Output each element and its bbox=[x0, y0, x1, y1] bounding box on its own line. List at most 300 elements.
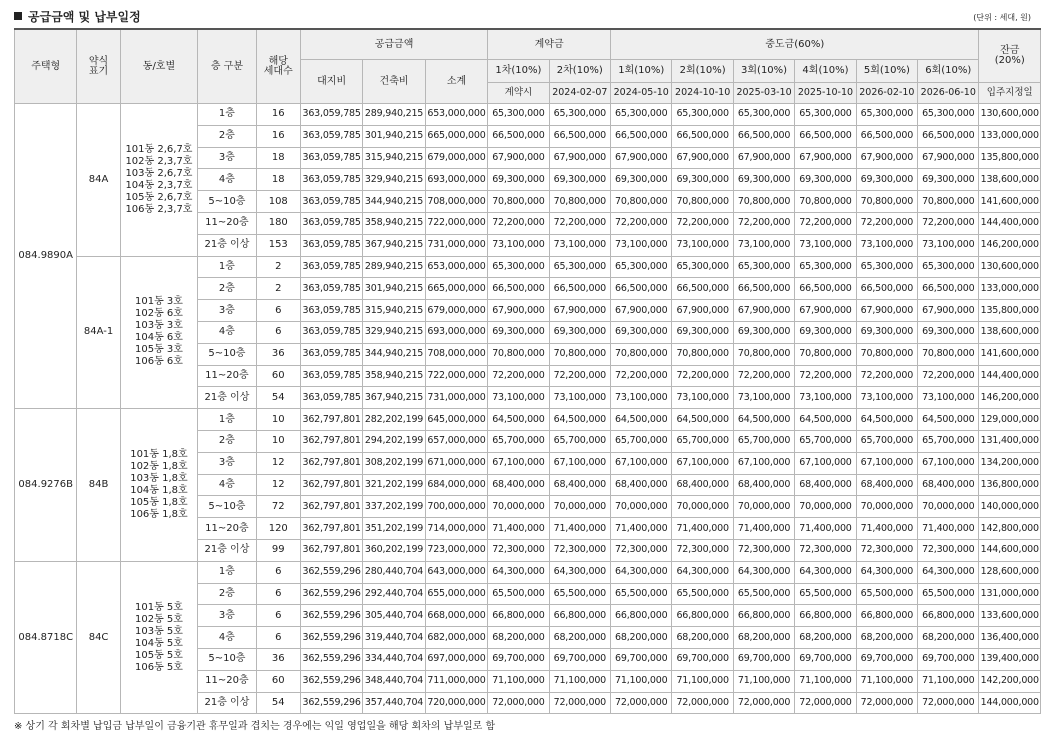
dong-ho-line: 106동 5호 bbox=[134, 661, 183, 673]
building-cost-cell: 329,940,215 bbox=[363, 169, 425, 191]
dong-ho-line: 106동 1,8호 bbox=[130, 508, 188, 520]
col-header-contract-1: 1차(10%) bbox=[488, 60, 549, 83]
middle-1-cell: 65,500,000 bbox=[611, 583, 672, 605]
floor-cell: 1층 bbox=[198, 409, 256, 431]
middle-2-cell: 68,200,000 bbox=[672, 627, 733, 649]
building-cost-cell: 282,202,199 bbox=[363, 409, 425, 431]
subtotal-cell: 731,000,000 bbox=[425, 387, 487, 409]
contract-1-cell: 66,800,000 bbox=[488, 605, 549, 627]
middle-5-cell: 66,500,000 bbox=[856, 278, 917, 300]
middle-2-cell: 65,700,000 bbox=[672, 430, 733, 452]
land-cost-cell: 363,059,785 bbox=[300, 169, 362, 191]
balance-cell: 141,600,000 bbox=[979, 343, 1041, 365]
middle-4-cell: 65,500,000 bbox=[795, 583, 856, 605]
contract-2-cell: 69,300,000 bbox=[549, 169, 610, 191]
middle-5-cell: 65,700,000 bbox=[856, 430, 917, 452]
middle-1-cell: 72,000,000 bbox=[611, 692, 672, 714]
units-cell: 153 bbox=[256, 234, 300, 256]
footnote: ※ 상기 각 회차별 납입금 납부일이 금융기관 휴무일과 겹치는 경우에는 익일 영업일을 해당 회차의 납부일로 함 bbox=[14, 721, 496, 732]
balance-cell: 144,400,000 bbox=[979, 212, 1041, 234]
middle-4-cell: 65,300,000 bbox=[795, 256, 856, 278]
contract-2-cell: 70,800,000 bbox=[549, 343, 610, 365]
middle-1-cell: 67,100,000 bbox=[611, 452, 672, 474]
middle-4-cell: 73,100,000 bbox=[795, 387, 856, 409]
subtotal-cell: 731,000,000 bbox=[425, 234, 487, 256]
middle-3-cell: 65,500,000 bbox=[733, 583, 794, 605]
floor-cell: 5~10층 bbox=[198, 648, 256, 670]
contract-2-cell: 72,000,000 bbox=[549, 692, 610, 714]
dong-ho-line: 103동 5호 bbox=[134, 625, 183, 637]
dong-ho-line: 101동 5호 bbox=[134, 601, 183, 613]
middle-1-cell: 70,800,000 bbox=[611, 343, 672, 365]
building-cost-cell: 357,440,704 bbox=[363, 692, 425, 714]
units-cell: 18 bbox=[256, 147, 300, 169]
land-cost-cell: 362,559,296 bbox=[300, 605, 362, 627]
land-cost-cell: 362,797,801 bbox=[300, 518, 362, 540]
floor-cell: 4층 bbox=[198, 474, 256, 496]
middle-4-cell: 72,000,000 bbox=[795, 692, 856, 714]
middle-4-cell: 73,100,000 bbox=[795, 234, 856, 256]
contract-1-cell: 69,300,000 bbox=[488, 169, 549, 191]
middle-1-cell: 65,300,000 bbox=[611, 256, 672, 278]
balance-cell: 130,600,000 bbox=[979, 104, 1041, 126]
contract-2-cell: 70,000,000 bbox=[549, 496, 610, 518]
table-row bbox=[15, 104, 1041, 126]
building-cost-cell: 315,940,215 bbox=[363, 147, 425, 169]
units-cell: 36 bbox=[256, 648, 300, 670]
middle-5-cell: 67,900,000 bbox=[856, 300, 917, 322]
middle-6-cell: 67,900,000 bbox=[918, 147, 979, 169]
units-cell: 16 bbox=[256, 125, 300, 147]
col-header-contract-1-date: 계약시 bbox=[488, 83, 549, 104]
middle-4-cell: 65,700,000 bbox=[795, 430, 856, 452]
col-header-balance: 잔금 (20%) bbox=[979, 29, 1041, 83]
middle-4-cell: 69,300,000 bbox=[795, 321, 856, 343]
col-header-contract: 계약금 bbox=[488, 29, 611, 60]
land-cost-cell: 362,797,801 bbox=[300, 496, 362, 518]
balance-cell: 133,000,000 bbox=[979, 278, 1041, 300]
middle-3-cell: 66,500,000 bbox=[733, 278, 794, 300]
contract-2-cell: 65,500,000 bbox=[549, 583, 610, 605]
middle-3-cell: 72,200,000 bbox=[733, 365, 794, 387]
building-cost-cell: 301,940,215 bbox=[363, 125, 425, 147]
middle-2-cell: 73,100,000 bbox=[672, 234, 733, 256]
land-cost-cell: 362,559,296 bbox=[300, 670, 362, 692]
contract-1-cell: 71,400,000 bbox=[488, 518, 549, 540]
middle-4-cell: 68,200,000 bbox=[795, 627, 856, 649]
units-cell: 108 bbox=[256, 191, 300, 213]
balance-cell: 142,200,000 bbox=[979, 670, 1041, 692]
middle-3-cell: 64,300,000 bbox=[733, 561, 794, 583]
middle-3-cell: 70,000,000 bbox=[733, 496, 794, 518]
col-header-middle-6-date: 2026-06-10 bbox=[918, 83, 979, 104]
contract-1-cell: 64,500,000 bbox=[488, 409, 549, 431]
land-cost-cell: 363,059,785 bbox=[300, 147, 362, 169]
middle-2-cell: 66,800,000 bbox=[672, 605, 733, 627]
contract-1-cell: 73,100,000 bbox=[488, 387, 549, 409]
col-header-contract-2-date: 2024-02-07 bbox=[549, 83, 610, 104]
subtotal-cell: 700,000,000 bbox=[425, 496, 487, 518]
land-cost-cell: 363,059,785 bbox=[300, 256, 362, 278]
middle-5-cell: 73,100,000 bbox=[856, 387, 917, 409]
middle-3-cell: 70,800,000 bbox=[733, 191, 794, 213]
units-cell: 10 bbox=[256, 430, 300, 452]
middle-6-cell: 70,800,000 bbox=[918, 343, 979, 365]
contract-2-cell: 69,700,000 bbox=[549, 648, 610, 670]
middle-2-cell: 71,400,000 bbox=[672, 518, 733, 540]
table-row bbox=[15, 409, 1041, 431]
units-cell: 6 bbox=[256, 561, 300, 583]
dong-ho-line: 101동 1,8호 bbox=[130, 448, 188, 460]
middle-6-cell: 64,300,000 bbox=[918, 561, 979, 583]
balance-cell: 140,000,000 bbox=[979, 496, 1041, 518]
middle-5-cell: 72,200,000 bbox=[856, 212, 917, 234]
subtotal-cell: 671,000,000 bbox=[425, 452, 487, 474]
middle-6-cell: 69,700,000 bbox=[918, 648, 979, 670]
middle-3-cell: 73,100,000 bbox=[733, 234, 794, 256]
middle-6-cell: 66,500,000 bbox=[918, 125, 979, 147]
dong-ho-line: 106동 6호 bbox=[134, 356, 183, 368]
middle-6-cell: 65,500,000 bbox=[918, 583, 979, 605]
middle-6-cell: 69,300,000 bbox=[918, 321, 979, 343]
floor-cell: 11~20층 bbox=[198, 518, 256, 540]
col-header-contract-2: 2차(10%) bbox=[549, 60, 610, 83]
building-cost-cell: 280,440,704 bbox=[363, 561, 425, 583]
middle-5-cell: 68,200,000 bbox=[856, 627, 917, 649]
col-header-dong: 동/호별 bbox=[120, 29, 198, 104]
col-header-middle-3-date: 2025-03-10 bbox=[733, 83, 794, 104]
middle-6-cell: 72,300,000 bbox=[918, 539, 979, 561]
subtotal-cell: 653,000,000 bbox=[425, 104, 487, 126]
middle-4-cell: 64,300,000 bbox=[795, 561, 856, 583]
contract-1-cell: 67,900,000 bbox=[488, 147, 549, 169]
units-cell: 10 bbox=[256, 409, 300, 431]
land-cost-cell: 362,559,296 bbox=[300, 648, 362, 670]
units-cell: 6 bbox=[256, 300, 300, 322]
dong-ho-line: 104동 6호 bbox=[134, 332, 183, 344]
contract-1-cell: 70,000,000 bbox=[488, 496, 549, 518]
floor-cell: 21층 이상 bbox=[198, 387, 256, 409]
floor-cell: 11~20층 bbox=[198, 670, 256, 692]
balance-cell: 136,800,000 bbox=[979, 474, 1041, 496]
middle-6-cell: 70,800,000 bbox=[918, 191, 979, 213]
abbr-cell: 84A-1 bbox=[77, 256, 120, 409]
subtotal-cell: 643,000,000 bbox=[425, 561, 487, 583]
contract-2-cell: 64,300,000 bbox=[549, 561, 610, 583]
units-cell: 54 bbox=[256, 692, 300, 714]
col-header-units: 해당 세대수 bbox=[256, 29, 300, 104]
dong-ho-line: 105동 1,8호 bbox=[130, 496, 188, 508]
floor-cell: 5~10층 bbox=[198, 496, 256, 518]
middle-3-cell: 72,000,000 bbox=[733, 692, 794, 714]
table-row bbox=[15, 256, 1041, 278]
middle-2-cell: 67,900,000 bbox=[672, 300, 733, 322]
contract-1-cell: 68,200,000 bbox=[488, 627, 549, 649]
balance-cell: 136,400,000 bbox=[979, 627, 1041, 649]
subtotal-cell: 655,000,000 bbox=[425, 583, 487, 605]
middle-3-cell: 68,400,000 bbox=[733, 474, 794, 496]
middle-1-cell: 68,200,000 bbox=[611, 627, 672, 649]
floor-cell: 4층 bbox=[198, 627, 256, 649]
table-row bbox=[15, 561, 1041, 583]
middle-4-cell: 65,300,000 bbox=[795, 104, 856, 126]
floor-cell: 21층 이상 bbox=[198, 234, 256, 256]
col-header-floor: 층 구분 bbox=[198, 29, 256, 104]
units-cell: 6 bbox=[256, 605, 300, 627]
middle-1-cell: 72,200,000 bbox=[611, 365, 672, 387]
contract-2-cell: 73,100,000 bbox=[549, 387, 610, 409]
subtotal-cell: 697,000,000 bbox=[425, 648, 487, 670]
middle-2-cell: 73,100,000 bbox=[672, 387, 733, 409]
dong-ho-cell bbox=[120, 256, 198, 409]
middle-3-cell: 65,300,000 bbox=[733, 256, 794, 278]
middle-3-cell: 70,800,000 bbox=[733, 343, 794, 365]
middle-5-cell: 66,500,000 bbox=[856, 125, 917, 147]
contract-1-cell: 72,300,000 bbox=[488, 539, 549, 561]
contract-2-cell: 68,400,000 bbox=[549, 474, 610, 496]
middle-6-cell: 67,900,000 bbox=[918, 300, 979, 322]
middle-1-cell: 69,700,000 bbox=[611, 648, 672, 670]
dong-ho-line: 106동 2,3,7호 bbox=[125, 203, 193, 215]
contract-2-cell: 72,200,000 bbox=[549, 212, 610, 234]
land-cost-cell: 363,059,785 bbox=[300, 321, 362, 343]
balance-cell: 135,800,000 bbox=[979, 300, 1041, 322]
housing-type-cell: 084.9890A bbox=[15, 104, 77, 409]
middle-1-cell: 72,300,000 bbox=[611, 539, 672, 561]
middle-4-cell: 67,100,000 bbox=[795, 452, 856, 474]
balance-cell: 144,000,000 bbox=[979, 692, 1041, 714]
balance-cell: 138,600,000 bbox=[979, 169, 1041, 191]
balance-cell: 129,000,000 bbox=[979, 409, 1041, 431]
building-cost-cell: 289,940,215 bbox=[363, 256, 425, 278]
col-header-middle-5: 5회(10%) bbox=[856, 60, 917, 83]
middle-6-cell: 72,200,000 bbox=[918, 365, 979, 387]
dong-ho-line: 101동 2,6,7호 bbox=[125, 143, 193, 155]
middle-5-cell: 69,700,000 bbox=[856, 648, 917, 670]
balance-cell: 130,600,000 bbox=[979, 256, 1041, 278]
col-header-middle-2: 2회(10%) bbox=[672, 60, 733, 83]
contract-1-cell: 68,400,000 bbox=[488, 474, 549, 496]
middle-3-cell: 64,500,000 bbox=[733, 409, 794, 431]
col-header-middle-1-date: 2024-05-10 bbox=[611, 83, 672, 104]
contract-2-cell: 72,300,000 bbox=[549, 539, 610, 561]
subtotal-cell: 645,000,000 bbox=[425, 409, 487, 431]
building-cost-cell: 301,940,215 bbox=[363, 278, 425, 300]
middle-5-cell: 71,400,000 bbox=[856, 518, 917, 540]
middle-5-cell: 72,000,000 bbox=[856, 692, 917, 714]
middle-5-cell: 69,300,000 bbox=[856, 169, 917, 191]
middle-6-cell: 68,200,000 bbox=[918, 627, 979, 649]
col-header-middle: 중도금(60%) bbox=[611, 29, 979, 60]
units-cell: 99 bbox=[256, 539, 300, 561]
unit-label: (단위 : 세대, 원) bbox=[973, 13, 1031, 22]
contract-2-cell: 68,200,000 bbox=[549, 627, 610, 649]
dong-ho-cell bbox=[120, 561, 198, 714]
middle-6-cell: 65,700,000 bbox=[918, 430, 979, 452]
contract-2-cell: 66,500,000 bbox=[549, 125, 610, 147]
middle-6-cell: 73,100,000 bbox=[918, 387, 979, 409]
middle-3-cell: 67,900,000 bbox=[733, 147, 794, 169]
col-header-middle-6: 6회(10%) bbox=[918, 60, 979, 83]
contract-1-cell: 72,200,000 bbox=[488, 212, 549, 234]
housing-type-cell: 084.8718C bbox=[15, 561, 77, 714]
middle-5-cell: 68,400,000 bbox=[856, 474, 917, 496]
land-cost-cell: 362,559,296 bbox=[300, 583, 362, 605]
middle-4-cell: 69,700,000 bbox=[795, 648, 856, 670]
dong-ho-line: 102동 2,3,7호 bbox=[125, 155, 193, 167]
middle-1-cell: 66,800,000 bbox=[611, 605, 672, 627]
contract-1-cell: 70,800,000 bbox=[488, 343, 549, 365]
land-cost-cell: 363,059,785 bbox=[300, 212, 362, 234]
middle-2-cell: 70,800,000 bbox=[672, 343, 733, 365]
contract-1-cell: 64,300,000 bbox=[488, 561, 549, 583]
floor-cell: 2층 bbox=[198, 278, 256, 300]
dong-ho-line: 103동 2,6,7호 bbox=[125, 167, 193, 179]
units-cell: 120 bbox=[256, 518, 300, 540]
middle-2-cell: 67,100,000 bbox=[672, 452, 733, 474]
dong-ho-line: 103동 1,8호 bbox=[130, 472, 188, 484]
middle-5-cell: 71,100,000 bbox=[856, 670, 917, 692]
units-cell: 36 bbox=[256, 343, 300, 365]
middle-4-cell: 70,000,000 bbox=[795, 496, 856, 518]
subtotal-cell: 653,000,000 bbox=[425, 256, 487, 278]
middle-5-cell: 66,800,000 bbox=[856, 605, 917, 627]
balance-cell: 135,800,000 bbox=[979, 147, 1041, 169]
housing-type-cell: 084.9276B bbox=[15, 409, 77, 562]
middle-4-cell: 66,800,000 bbox=[795, 605, 856, 627]
floor-cell: 3층 bbox=[198, 605, 256, 627]
middle-2-cell: 72,300,000 bbox=[672, 539, 733, 561]
dong-ho-cell bbox=[120, 409, 198, 562]
balance-cell: 134,200,000 bbox=[979, 452, 1041, 474]
middle-1-cell: 67,900,000 bbox=[611, 300, 672, 322]
land-cost-cell: 363,059,785 bbox=[300, 300, 362, 322]
floor-cell: 21층 이상 bbox=[198, 692, 256, 714]
floor-cell: 1층 bbox=[198, 104, 256, 126]
subtotal-cell: 711,000,000 bbox=[425, 670, 487, 692]
middle-6-cell: 65,300,000 bbox=[918, 256, 979, 278]
col-header-subtotal: 소계 bbox=[425, 60, 487, 104]
units-cell: 6 bbox=[256, 583, 300, 605]
middle-6-cell: 65,300,000 bbox=[918, 104, 979, 126]
dong-ho-line: 105동 3호 bbox=[134, 344, 183, 356]
dong-ho-line: 104동 5호 bbox=[134, 637, 183, 649]
middle-5-cell: 65,500,000 bbox=[856, 583, 917, 605]
floor-cell: 5~10층 bbox=[198, 343, 256, 365]
col-header-middle-1: 1회(10%) bbox=[611, 60, 672, 83]
floor-cell: 4층 bbox=[198, 321, 256, 343]
middle-6-cell: 69,300,000 bbox=[918, 169, 979, 191]
subtotal-cell: 720,000,000 bbox=[425, 692, 487, 714]
middle-4-cell: 64,500,000 bbox=[795, 409, 856, 431]
col-header-middle-5-date: 2026-02-10 bbox=[856, 83, 917, 104]
middle-4-cell: 72,300,000 bbox=[795, 539, 856, 561]
middle-4-cell: 66,500,000 bbox=[795, 278, 856, 300]
contract-1-cell: 67,900,000 bbox=[488, 300, 549, 322]
contract-1-cell: 72,200,000 bbox=[488, 365, 549, 387]
contract-2-cell: 65,300,000 bbox=[549, 256, 610, 278]
col-header-middle-4: 4회(10%) bbox=[795, 60, 856, 83]
building-cost-cell: 337,202,199 bbox=[363, 496, 425, 518]
floor-cell: 2층 bbox=[198, 125, 256, 147]
middle-2-cell: 66,500,000 bbox=[672, 125, 733, 147]
balance-cell: 144,600,000 bbox=[979, 539, 1041, 561]
middle-4-cell: 71,400,000 bbox=[795, 518, 856, 540]
middle-2-cell: 68,400,000 bbox=[672, 474, 733, 496]
middle-1-cell: 66,500,000 bbox=[611, 125, 672, 147]
units-cell: 12 bbox=[256, 474, 300, 496]
building-cost-cell: 289,940,215 bbox=[363, 104, 425, 126]
units-cell: 6 bbox=[256, 321, 300, 343]
middle-5-cell: 72,200,000 bbox=[856, 365, 917, 387]
units-cell: 12 bbox=[256, 452, 300, 474]
middle-2-cell: 67,900,000 bbox=[672, 147, 733, 169]
middle-3-cell: 72,300,000 bbox=[733, 539, 794, 561]
middle-5-cell: 69,300,000 bbox=[856, 321, 917, 343]
middle-4-cell: 72,200,000 bbox=[795, 212, 856, 234]
middle-5-cell: 70,800,000 bbox=[856, 343, 917, 365]
land-cost-cell: 363,059,785 bbox=[300, 125, 362, 147]
building-cost-cell: 358,940,215 bbox=[363, 365, 425, 387]
units-cell: 2 bbox=[256, 278, 300, 300]
subtotal-cell: 668,000,000 bbox=[425, 605, 487, 627]
contract-2-cell: 72,200,000 bbox=[549, 365, 610, 387]
supply-price-table bbox=[14, 28, 1041, 714]
land-cost-cell: 362,797,801 bbox=[300, 409, 362, 431]
middle-1-cell: 73,100,000 bbox=[611, 234, 672, 256]
contract-1-cell: 65,500,000 bbox=[488, 583, 549, 605]
floor-cell: 21층 이상 bbox=[198, 539, 256, 561]
col-header-balance-date: 입주지정일 bbox=[979, 83, 1041, 104]
middle-1-cell: 73,100,000 bbox=[611, 387, 672, 409]
middle-3-cell: 68,200,000 bbox=[733, 627, 794, 649]
middle-5-cell: 67,900,000 bbox=[856, 147, 917, 169]
middle-2-cell: 70,000,000 bbox=[672, 496, 733, 518]
middle-2-cell: 69,300,000 bbox=[672, 169, 733, 191]
floor-cell: 3층 bbox=[198, 300, 256, 322]
building-cost-cell: 351,202,199 bbox=[363, 518, 425, 540]
middle-1-cell: 70,800,000 bbox=[611, 191, 672, 213]
floor-cell: 1층 bbox=[198, 561, 256, 583]
contract-1-cell: 70,800,000 bbox=[488, 191, 549, 213]
middle-2-cell: 65,300,000 bbox=[672, 256, 733, 278]
land-cost-cell: 363,059,785 bbox=[300, 343, 362, 365]
middle-4-cell: 71,100,000 bbox=[795, 670, 856, 692]
dong-ho-cell bbox=[120, 104, 198, 257]
land-cost-cell: 363,059,785 bbox=[300, 387, 362, 409]
contract-2-cell: 71,100,000 bbox=[549, 670, 610, 692]
building-cost-cell: 344,940,215 bbox=[363, 343, 425, 365]
contract-2-cell: 69,300,000 bbox=[549, 321, 610, 343]
middle-6-cell: 70,000,000 bbox=[918, 496, 979, 518]
middle-6-cell: 72,000,000 bbox=[918, 692, 979, 714]
building-cost-cell: 367,940,215 bbox=[363, 387, 425, 409]
contract-1-cell: 65,300,000 bbox=[488, 104, 549, 126]
floor-cell: 4층 bbox=[198, 169, 256, 191]
floor-cell: 3층 bbox=[198, 452, 256, 474]
middle-3-cell: 72,200,000 bbox=[733, 212, 794, 234]
balance-cell: 146,200,000 bbox=[979, 234, 1041, 256]
contract-2-cell: 71,400,000 bbox=[549, 518, 610, 540]
middle-2-cell: 65,500,000 bbox=[672, 583, 733, 605]
middle-2-cell: 64,500,000 bbox=[672, 409, 733, 431]
land-cost-cell: 363,059,785 bbox=[300, 191, 362, 213]
building-cost-cell: 367,940,215 bbox=[363, 234, 425, 256]
middle-6-cell: 72,200,000 bbox=[918, 212, 979, 234]
building-cost-cell: 308,202,199 bbox=[363, 452, 425, 474]
dong-ho-line: 105동 5호 bbox=[134, 649, 183, 661]
middle-1-cell: 67,900,000 bbox=[611, 147, 672, 169]
